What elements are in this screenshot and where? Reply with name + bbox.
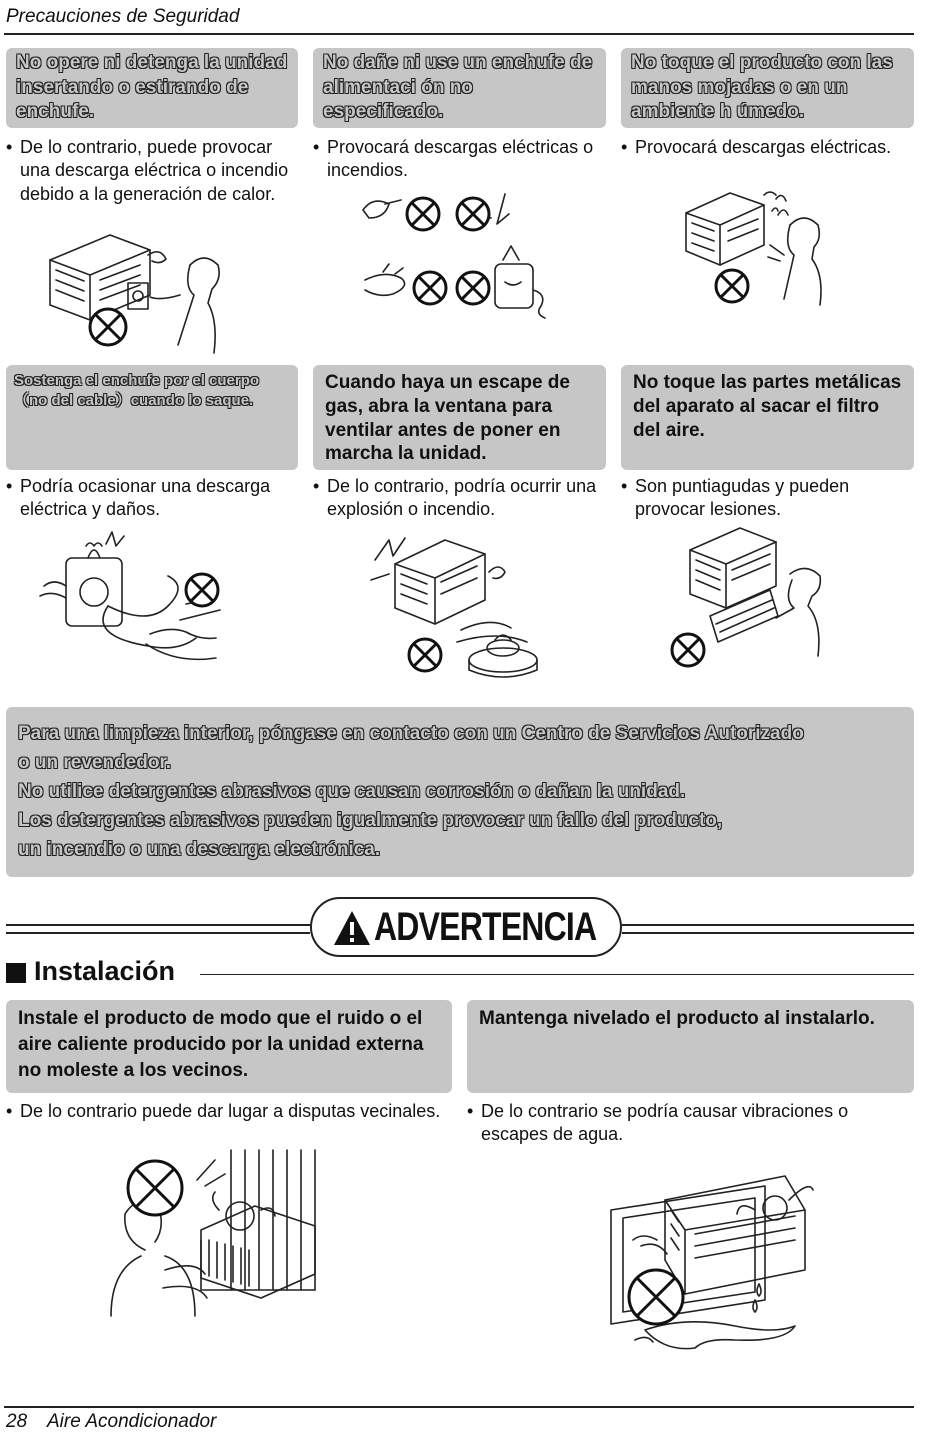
- caution-title-damaged-plug: No dañe ni use un enchufe de alimentaci ón no especificado.: [313, 48, 606, 128]
- cleaning-notice-line: No utilice detergentes abrasivos que causan corrosión o dañan la unidad.: [18, 781, 686, 802]
- wet-hands-illustration: [680, 185, 855, 310]
- footer: [6, 1411, 216, 1433]
- caution-bullet: • Son puntiagudas y pueden provocar lesiones.: [621, 476, 850, 520]
- caution-title-plug-operation: No opere ni detenga la unidad insertando o estirando de enchufe.: [6, 48, 298, 128]
- footer-divider: [4, 1406, 914, 1408]
- banner-rule-right: [622, 924, 914, 934]
- cleaning-notice: [6, 707, 914, 877]
- install-title-noise: Instale el producto de modo que el ruido o el aire caliente producido por la unidad externa no moleste a los vecinos.: [6, 1000, 452, 1093]
- caution-bullet: • Provocará descargas eléctricas.: [621, 137, 892, 157]
- prohibition-icon: [128, 1161, 182, 1215]
- cleaning-notice-line: Los detergentes abrasivos pueden igualmente provocar un fallo del producto,: [18, 810, 723, 831]
- caution-bullet: • De lo contrario, puede provocar una descarga eléctrica o incendio debido a la generación de calor.: [6, 137, 289, 204]
- section-square-icon: [6, 963, 26, 983]
- warning-banner-label: ADVERTENCIA: [374, 905, 597, 949]
- pulling-cord-illustration: [30, 530, 230, 675]
- section-divider: [200, 974, 914, 975]
- page-number: 28: [6, 1411, 28, 1432]
- prohibition-icon: [672, 634, 704, 666]
- warning-banner: [310, 897, 622, 957]
- unplugging-unit-illustration: [40, 225, 240, 360]
- gas-leak-illustration: [365, 520, 555, 680]
- footer-label: Aire Acondicionador: [47, 1411, 217, 1432]
- damaged-plug-illustration: [355, 190, 555, 320]
- prohibition-icon: [90, 309, 126, 345]
- caution-bullet: • Provocará descargas eléctricas o incendios.: [313, 137, 594, 181]
- caution-bullet: • Podría ocasionar una descarga eléctrica y daños.: [6, 476, 271, 520]
- header-divider: [4, 33, 914, 35]
- prohibition-icon: [407, 198, 439, 230]
- banner-rule-left: [6, 924, 310, 934]
- cleaning-notice-line: o un revendedor.: [18, 752, 172, 773]
- caution-bullet: • De lo contrario, podría ocurrir una explosión o incendio.: [313, 476, 597, 520]
- prohibition-icon: [457, 272, 489, 304]
- prohibition-icon: [409, 639, 441, 671]
- cleaning-notice-line: un incendio o una descarga electrónica.: [18, 839, 381, 860]
- page-header-title: Precauciones de Seguridad: [6, 6, 240, 27]
- prohibition-icon: [414, 272, 446, 304]
- install-bullet: • De lo contrario se podría causar vibraciones o escapes de agua.: [467, 1101, 849, 1145]
- caution-title-metal-parts: No toque las partes metálicas del aparato al sacar el filtro del aire.: [621, 365, 914, 470]
- tilted-unit-illustration: [605, 1170, 845, 1355]
- warning-triangle-icon: [332, 909, 372, 947]
- caution-title-gas-leak: Cuando haya un escape de gas, abra la ventana para ventilar antes de poner en marcha la unidad.: [313, 365, 606, 470]
- section-title: Instalación: [34, 956, 176, 986]
- cleaning-notice-line: Para una limpieza interior, póngase en contacto con un Centro de Servicios Autorizado: [18, 723, 804, 744]
- prohibition-icon: [186, 574, 218, 606]
- install-title-level: Mantenga nivelado el producto al instalarlo.: [467, 1000, 914, 1093]
- install-bullet: • De lo contrario puede dar lugar a disputas vecinales.: [6, 1101, 441, 1121]
- prohibition-icon: [629, 1270, 683, 1324]
- neighbor-dispute-illustration: [105, 1140, 325, 1340]
- caution-title-wet-hands: No toque el producto con las manos mojadas o en un ambiente h úmedo.: [621, 48, 914, 128]
- filter-removal-illustration: [660, 520, 840, 675]
- prohibition-icon: [457, 198, 489, 230]
- prohibition-icon: [716, 270, 748, 302]
- caution-title-hold-plug: Sostenga el enchufe por el cuerpo（no del cable）cuando lo saque.: [6, 365, 298, 470]
